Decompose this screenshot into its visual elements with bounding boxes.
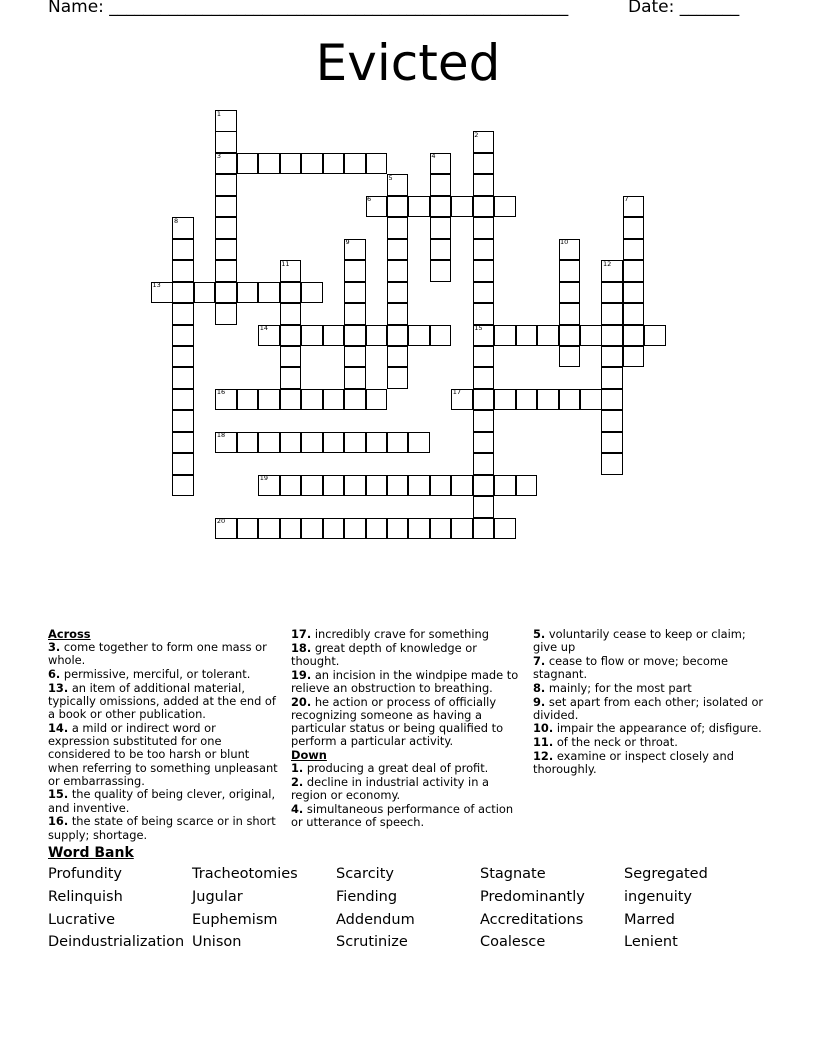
- grid-cell[interactable]: [301, 325, 323, 347]
- grid-cell[interactable]: [280, 518, 302, 540]
- grid-cell[interactable]: [280, 367, 302, 389]
- clue: [533, 655, 765, 681]
- grid-cell[interactable]: [344, 367, 366, 389]
- clue-text: the quality of being clever, original, and inventive.: [48, 787, 276, 815]
- grid-cell[interactable]: [473, 153, 495, 175]
- grid-cell[interactable]: [323, 325, 345, 347]
- grid-cell[interactable]: [580, 325, 602, 347]
- grid-cell[interactable]: [451, 196, 473, 218]
- word-bank-item: Fiending: [336, 889, 398, 905]
- across-heading: Across: [48, 627, 91, 641]
- clue-text: great depth of knowledge or thought.: [291, 640, 477, 668]
- grid-cell[interactable]: [172, 453, 194, 475]
- grid-cell[interactable]: [344, 518, 366, 540]
- grid-cell[interactable]: [387, 475, 409, 497]
- grid-cell[interactable]: [430, 475, 452, 497]
- clue-number-19: 19: [259, 474, 269, 483]
- grid-cell[interactable]: [623, 260, 645, 282]
- clue: [291, 642, 523, 668]
- grid-cell[interactable]: [473, 496, 495, 518]
- clue: [48, 788, 280, 814]
- grid-cell[interactable]: [623, 239, 645, 261]
- grid-cell[interactable]: [280, 432, 302, 454]
- grid-cell[interactable]: [601, 367, 623, 389]
- grid-cell[interactable]: [237, 518, 259, 540]
- clue-number-9: 9: [345, 238, 350, 247]
- clue-number: 10.: [533, 721, 554, 736]
- grid-cell[interactable]: [494, 389, 516, 411]
- grid-cell[interactable]: [215, 174, 237, 196]
- word-bank-item: Segregated: [624, 866, 708, 882]
- grid-cell[interactable]: [172, 432, 194, 454]
- clue-text: voluntarily cease to keep or claim; give up: [533, 627, 746, 655]
- grid-cell[interactable]: [473, 217, 495, 239]
- grid-cell[interactable]: [559, 303, 581, 325]
- grid-cell[interactable]: [601, 453, 623, 475]
- grid-cell[interactable]: [537, 389, 559, 411]
- grid-cell[interactable]: [172, 325, 194, 347]
- grid-cell[interactable]: [258, 432, 280, 454]
- grid-cell[interactable]: [473, 453, 495, 475]
- grid-cell[interactable]: [344, 475, 366, 497]
- grid-cell[interactable]: [366, 432, 388, 454]
- clue-text: come together to form one mass or whole.: [48, 640, 267, 668]
- clue-number: 4.: [291, 801, 304, 816]
- grid-cell[interactable]: [601, 346, 623, 368]
- down-heading: Down: [291, 747, 327, 762]
- grid-cell[interactable]: [344, 325, 366, 347]
- clues-column-3: [533, 628, 765, 777]
- grid-cell[interactable]: [430, 196, 452, 218]
- grid-cell[interactable]: [623, 217, 645, 239]
- grid-cell[interactable]: [387, 518, 409, 540]
- grid-cell[interactable]: [387, 239, 409, 261]
- word-bank-item: Lenient: [624, 934, 678, 950]
- grid-cell[interactable]: [601, 303, 623, 325]
- word-bank-item: Marred: [624, 912, 675, 928]
- grid-cell[interactable]: [366, 389, 388, 411]
- clue-number-14: 14: [259, 324, 269, 332]
- date-line: Date: _______: [628, 0, 740, 17]
- grid-cell[interactable]: [580, 389, 602, 411]
- clue: [533, 722, 765, 735]
- grid-cell[interactable]: [430, 325, 452, 347]
- grid-cell[interactable]: [344, 282, 366, 304]
- word-bank-item: Lucrative: [48, 912, 116, 928]
- grid-cell[interactable]: [494, 325, 516, 347]
- grid-cell[interactable]: [237, 432, 259, 454]
- grid-cell[interactable]: [473, 260, 495, 282]
- clue-number: 20.: [291, 694, 312, 709]
- grid-cell[interactable]: [473, 282, 495, 304]
- grid-cell[interactable]: [366, 153, 388, 175]
- grid-cell[interactable]: [323, 432, 345, 454]
- grid-cell[interactable]: [301, 432, 323, 454]
- grid-cell[interactable]: [473, 174, 495, 196]
- word-bank-item: Accreditations: [480, 912, 584, 928]
- clue-number: 11.: [533, 735, 554, 750]
- clue-number-16: 16: [216, 388, 226, 397]
- grid-cell[interactable]: [451, 475, 473, 497]
- grid-cell[interactable]: [494, 518, 516, 540]
- grid-cell[interactable]: [473, 239, 495, 261]
- clue-number-13: 13: [152, 281, 161, 290]
- grid-cell[interactable]: [473, 367, 495, 389]
- grid-cell[interactable]: [172, 346, 194, 368]
- clue: [533, 696, 765, 722]
- grid-cell[interactable]: [408, 475, 430, 497]
- grid-cell[interactable]: [516, 475, 538, 497]
- clue-number-11: 11: [281, 259, 290, 268]
- grid-cell[interactable]: [215, 260, 237, 282]
- clue: [291, 762, 523, 775]
- clue-text: simultaneous performance of action or utterance of speech.: [291, 801, 514, 829]
- clue: [533, 682, 765, 695]
- clue: [291, 776, 523, 802]
- grid-cell[interactable]: [473, 196, 495, 218]
- grid-cell[interactable]: [387, 325, 409, 347]
- grid-cell[interactable]: [323, 518, 345, 540]
- clue-number: 19.: [291, 667, 312, 682]
- grid-cell[interactable]: [280, 153, 302, 175]
- clues-column-1: [48, 628, 280, 842]
- clue-number: 18.: [291, 640, 312, 655]
- word-bank-item: Deindustrialization: [48, 934, 185, 950]
- grid-cell[interactable]: [172, 239, 194, 261]
- grid-cell[interactable]: [237, 153, 259, 175]
- clue-number: 9.: [533, 694, 546, 709]
- clue-number: 3.: [48, 640, 61, 655]
- grid-cell[interactable]: [387, 196, 409, 218]
- grid-cell[interactable]: [258, 153, 280, 175]
- word-bank-item: Jugular: [192, 889, 243, 905]
- clue: [533, 628, 765, 654]
- grid-cell[interactable]: [623, 325, 645, 347]
- clue-number-17: 17: [452, 388, 462, 397]
- grid-cell[interactable]: [644, 325, 666, 347]
- grid-cell[interactable]: [387, 303, 409, 325]
- grid-cell[interactable]: [387, 367, 409, 389]
- grid-cell[interactable]: [172, 367, 194, 389]
- grid-cell[interactable]: [601, 389, 623, 411]
- clue-number-8: 8: [173, 216, 179, 225]
- grid-cell[interactable]: [430, 239, 452, 261]
- name-line: Name: ______________________________________________________: [48, 0, 569, 17]
- grid-cell[interactable]: [537, 325, 559, 347]
- clue-number-20: 20: [216, 517, 226, 526]
- grid-cell[interactable]: [623, 282, 645, 304]
- grid-cell[interactable]: [366, 475, 388, 497]
- grid-cell[interactable]: [344, 346, 366, 368]
- grid-cell[interactable]: [215, 131, 237, 153]
- grid-cell[interactable]: [258, 389, 280, 411]
- grid-cell[interactable]: [623, 346, 645, 368]
- clue-number-5: 5: [388, 173, 393, 182]
- grid-cell[interactable]: [473, 346, 495, 368]
- grid-cell[interactable]: [601, 325, 623, 347]
- clue-number: 8.: [533, 680, 546, 695]
- word-bank-item: Stagnate: [480, 866, 546, 882]
- word-bank-item: Scarcity: [336, 866, 394, 882]
- grid-cell[interactable]: [237, 282, 259, 304]
- grid-cell[interactable]: [516, 325, 538, 347]
- clue-number-4: 4: [431, 152, 436, 161]
- clue-number: 2.: [291, 774, 304, 789]
- clue: [291, 628, 523, 641]
- grid-cell[interactable]: [280, 475, 302, 497]
- word-bank-item: Predominantly: [480, 889, 585, 905]
- grid-cell[interactable]: [559, 282, 581, 304]
- clue-number-3: 3: [216, 152, 221, 161]
- grid-cell[interactable]: [258, 518, 280, 540]
- clue-text: set apart from each other; isolated or divided.: [533, 694, 764, 722]
- grid-cell[interactable]: [494, 475, 516, 497]
- grid-cell[interactable]: [215, 303, 237, 325]
- grid-cell[interactable]: [344, 153, 366, 175]
- clue-number: 7.: [533, 653, 546, 668]
- clue: [291, 669, 523, 695]
- grid-cell[interactable]: [280, 325, 302, 347]
- grid-cell[interactable]: [387, 432, 409, 454]
- clue-text: a mild or indirect word or expression substituted for one considered to be too harsh or blunt when referring to something unpleasant or embarrassing.: [48, 720, 278, 788]
- grid-cell[interactable]: [215, 239, 237, 261]
- grid-cell[interactable]: [408, 196, 430, 218]
- clue-number-12: 12: [602, 259, 612, 268]
- grid-cell[interactable]: [430, 518, 452, 540]
- grid-cell[interactable]: [366, 325, 388, 347]
- clue-number-6: 6: [367, 195, 372, 204]
- grid-cell[interactable]: [172, 410, 194, 432]
- clue: [48, 641, 280, 667]
- grid-cell[interactable]: [344, 389, 366, 411]
- grid-cell[interactable]: [430, 260, 452, 282]
- clue-text: decline in industrial activity in a region or economy.: [291, 774, 490, 802]
- grid-cell[interactable]: [280, 346, 302, 368]
- grid-cell[interactable]: [172, 260, 194, 282]
- grid-cell[interactable]: [601, 432, 623, 454]
- grid-cell[interactable]: [280, 303, 302, 325]
- grid-cell[interactable]: [559, 389, 581, 411]
- clue-number: 12.: [533, 748, 554, 763]
- grid-cell[interactable]: [172, 303, 194, 325]
- clue-number-18: 18: [216, 431, 226, 440]
- grid-cell[interactable]: [387, 260, 409, 282]
- clue-number: 17.: [291, 627, 312, 641]
- grid-cell[interactable]: [366, 518, 388, 540]
- grid-cell[interactable]: [301, 389, 323, 411]
- word-bank-item: Tracheotomies: [192, 866, 298, 882]
- grid-cell[interactable]: [194, 282, 216, 304]
- grid-cell[interactable]: [237, 389, 259, 411]
- grid-cell[interactable]: [344, 303, 366, 325]
- word-bank-item: Scrutinize: [336, 934, 408, 950]
- clue: [48, 815, 280, 841]
- word-bank-item: Euphemism: [192, 912, 278, 928]
- grid-cell[interactable]: [215, 196, 237, 218]
- grid-cell[interactable]: [323, 389, 345, 411]
- word-bank-item: Addendum: [336, 912, 415, 928]
- grid-cell[interactable]: [280, 282, 302, 304]
- grid-cell[interactable]: [473, 518, 495, 540]
- grid-cell[interactable]: [473, 475, 495, 497]
- grid-cell[interactable]: [473, 432, 495, 454]
- clue-text: permissive, merciful, or tolerant.: [63, 667, 251, 682]
- grid-cell[interactable]: [323, 153, 345, 175]
- clue-number-15: 15: [474, 324, 483, 332]
- clue-text: an incision in the windpipe made to relieve an obstruction to breathing.: [291, 667, 519, 695]
- grid-cell[interactable]: [451, 518, 473, 540]
- clue-number: 1.: [291, 761, 304, 776]
- clue-text: examine or inspect closely and thoroughly.: [533, 748, 734, 777]
- clue-number-7: 7: [624, 195, 629, 204]
- clues-column-2: [291, 628, 523, 830]
- clue-number: 16.: [48, 814, 69, 829]
- grid-cell[interactable]: [601, 410, 623, 432]
- word-bank-item: ingenuity: [624, 889, 693, 905]
- grid-cell[interactable]: [473, 410, 495, 432]
- grid-cell[interactable]: [494, 196, 516, 218]
- clue-number: 6.: [48, 667, 61, 682]
- grid-cell[interactable]: [215, 282, 237, 304]
- clue-text: impair the appearance of; disfigure.: [556, 721, 762, 736]
- grid-cell[interactable]: [323, 475, 345, 497]
- grid-cell[interactable]: [559, 346, 581, 368]
- word-bank-item: Profundity: [48, 866, 122, 882]
- grid-cell[interactable]: [473, 303, 495, 325]
- grid-cell[interactable]: [387, 282, 409, 304]
- grid-cell[interactable]: [172, 389, 194, 411]
- clue-text: producing a great deal of profit.: [306, 761, 489, 776]
- word-bank-title: Word Bank: [48, 845, 134, 861]
- clue-number: 14.: [48, 720, 69, 735]
- grid-cell[interactable]: [301, 153, 323, 175]
- grid-cell[interactable]: [408, 518, 430, 540]
- grid-cell[interactable]: [623, 303, 645, 325]
- clue-number: 13.: [48, 680, 69, 695]
- grid-cell[interactable]: [408, 432, 430, 454]
- clue-text: he action or process of officially recognizing someone as having a particular status or being qualified to perform a particular activity.: [291, 694, 504, 749]
- clue-text: incredibly crave for something: [314, 627, 489, 641]
- grid-cell[interactable]: [387, 346, 409, 368]
- clue: [48, 722, 280, 788]
- grid-cell[interactable]: [408, 325, 430, 347]
- clue-text: of the neck or throat.: [556, 735, 678, 750]
- clue: [533, 736, 765, 749]
- clue: [291, 803, 523, 829]
- grid-cell[interactable]: [430, 174, 452, 196]
- grid-cell[interactable]: [258, 282, 280, 304]
- grid-cell[interactable]: [559, 260, 581, 282]
- grid-cell[interactable]: [516, 389, 538, 411]
- grid-cell[interactable]: [344, 260, 366, 282]
- clue: [291, 696, 523, 749]
- grid-cell[interactable]: [215, 217, 237, 239]
- grid-cell[interactable]: [601, 282, 623, 304]
- clue: [48, 682, 280, 722]
- word-bank-item: Unison: [192, 934, 242, 950]
- grid-cell[interactable]: [301, 475, 323, 497]
- grid-cell[interactable]: [172, 282, 194, 304]
- clue-number-10: 10: [560, 238, 569, 247]
- clue: [533, 750, 765, 776]
- grid-cell[interactable]: [559, 325, 581, 347]
- clue-number: 5.: [533, 627, 546, 641]
- grid-cell[interactable]: [430, 217, 452, 239]
- clue-number-1: 1: [216, 109, 221, 118]
- grid-cell[interactable]: [387, 217, 409, 239]
- clue-text: cease to flow or move; become stagnant.: [533, 653, 728, 682]
- word-bank-item: Relinquish: [48, 889, 123, 905]
- grid-cell[interactable]: [473, 389, 495, 411]
- word-bank-item: Coalesce: [480, 934, 546, 950]
- clue-text: mainly; for the most part: [548, 680, 692, 695]
- grid-cell[interactable]: [301, 282, 323, 304]
- clue-number: 15.: [48, 787, 69, 802]
- page-title: Evicted: [315, 34, 501, 92]
- clue-text: the state of being scarce or in short supply; shortage.: [48, 814, 276, 842]
- clue-text: an item of additional material, typically omissions, added at the end of a book or other publication.: [48, 680, 276, 722]
- grid-cell[interactable]: [301, 518, 323, 540]
- grid-cell[interactable]: [172, 475, 194, 497]
- grid-cell[interactable]: [280, 389, 302, 411]
- clue-number-2: 2: [474, 130, 479, 139]
- clue: [48, 668, 280, 681]
- grid-cell[interactable]: [344, 432, 366, 454]
